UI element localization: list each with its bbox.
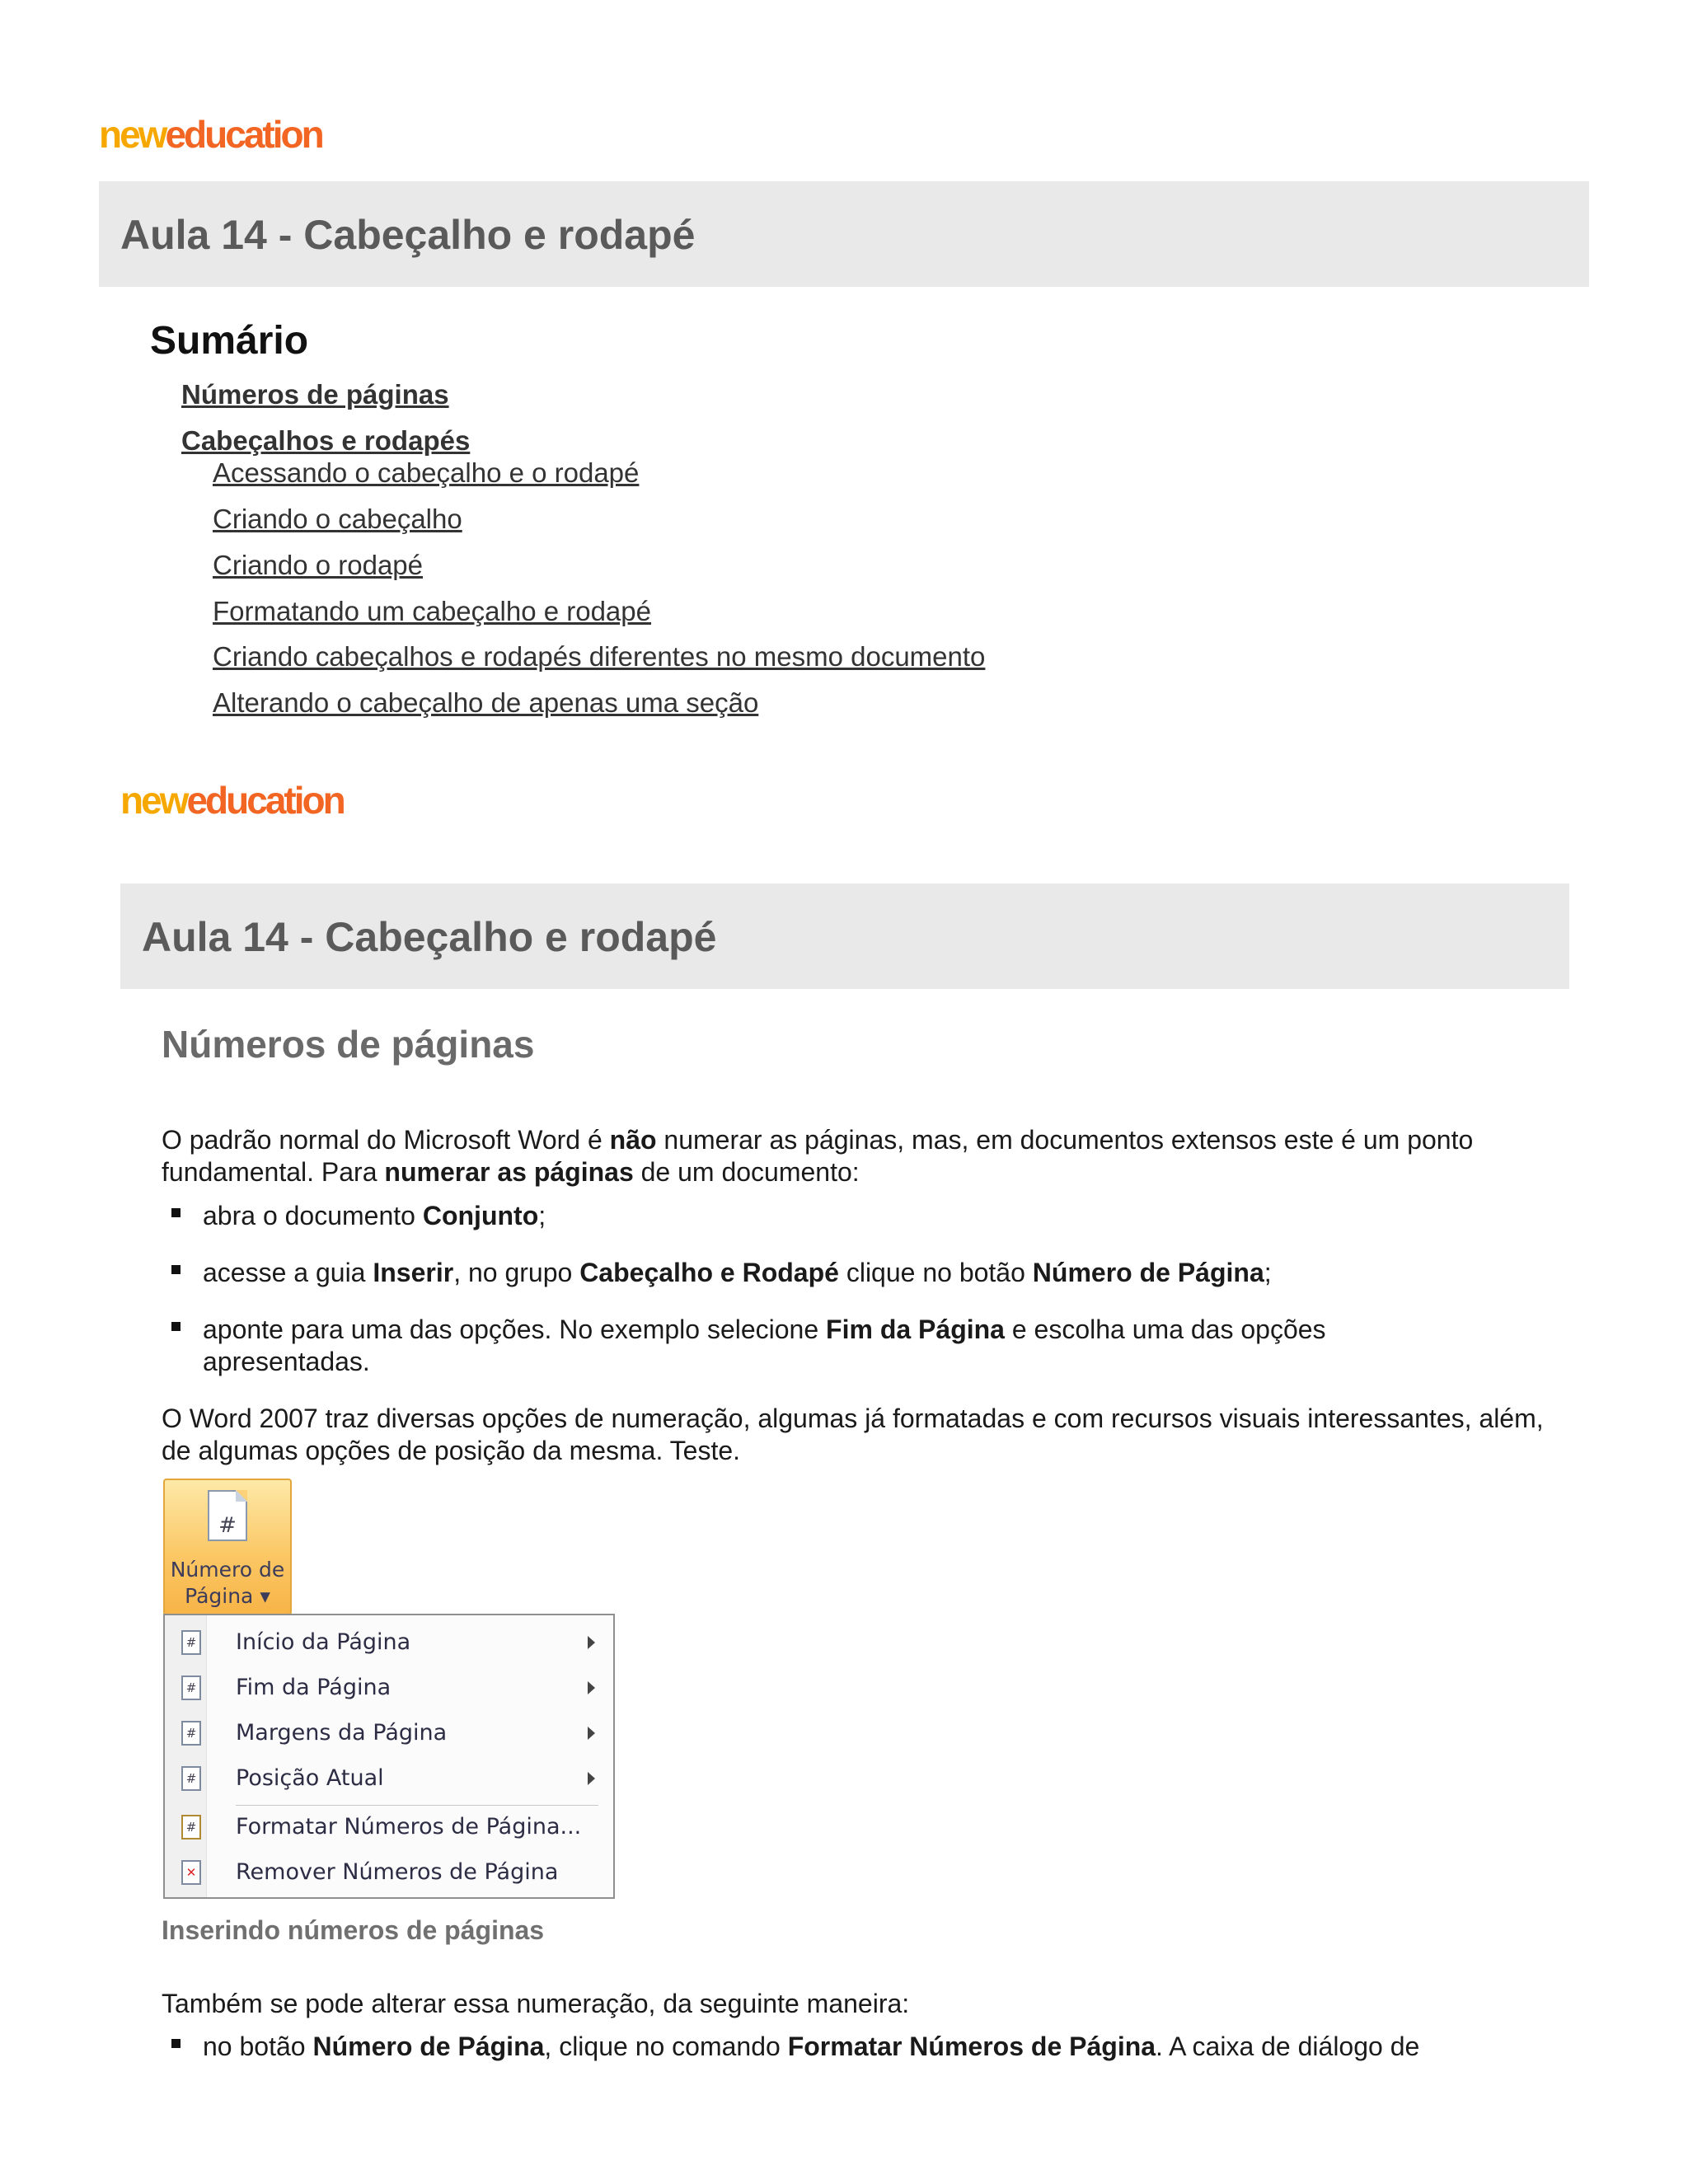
submenu-arrow-icon bbox=[588, 1727, 595, 1740]
toc-link-alterando-secao[interactable]: Alterando o cabeçalho de apenas uma seção bbox=[213, 687, 759, 718]
menu-item-remover[interactable]: ✕ Remover Números de Página bbox=[165, 1852, 613, 1895]
ribbon-button-label: Número de bbox=[170, 1558, 285, 1582]
toc-link-diferentes[interactable]: Criando cabeçalhos e rodapés diferentes no mesmo documento bbox=[213, 641, 986, 672]
logo: neweducation bbox=[99, 113, 322, 156]
bullet-item: no botão Número de Página, clique no comando Formatar Números de Página. A caixa de diálogo de bbox=[203, 2032, 1420, 2061]
submenu-arrow-icon bbox=[588, 1636, 595, 1649]
format-page-numbers-icon: # bbox=[181, 1815, 201, 1840]
figure-caption: Inserindo números de páginas bbox=[162, 1915, 545, 1945]
lesson-title: Aula 14 - Cabeçalho e rodapé bbox=[120, 212, 696, 258]
page-bottom-icon: # bbox=[181, 1675, 201, 1700]
lesson-title-band bbox=[99, 181, 1589, 287]
paragraph: Também se pode alterar essa numeração, da seguinte maneira: bbox=[162, 1989, 910, 2018]
toc-link-acessando[interactable]: Acessando o cabeçalho e o rodapé bbox=[213, 457, 640, 488]
bullet-marker bbox=[171, 1322, 181, 1331]
bullet-item: acesse a guia Inserir, no grupo Cabeçalho e Rodapé clique no botão Número de Página; bbox=[203, 1258, 1272, 1287]
toc-link-numeros-de-paginas[interactable]: Números de páginas bbox=[181, 379, 449, 410]
page-margins-icon: # bbox=[181, 1721, 201, 1746]
lesson-title-band bbox=[120, 883, 1569, 989]
section-title: Números de páginas bbox=[162, 1023, 535, 1066]
toc-link-criando-rodape[interactable]: Criando o rodapé bbox=[213, 550, 424, 580]
current-position-icon: # bbox=[181, 1766, 201, 1791]
submenu-arrow-icon bbox=[588, 1681, 595, 1694]
bullet-marker bbox=[171, 1208, 181, 1217]
menu-item-fim-da-pagina[interactable]: # Fim da Página bbox=[165, 1667, 613, 1710]
menu-item-formatar[interactable]: # Formatar Números de Página... bbox=[165, 1807, 613, 1849]
bullet-marker bbox=[171, 2039, 181, 2048]
logo: neweducation bbox=[120, 779, 344, 822]
toc-link-formatando[interactable]: Formatando um cabeçalho e rodapé bbox=[213, 596, 651, 626]
paragraph: O Word 2007 traz diversas opções de numeração, algumas já formatadas e com recursos visuais interessantes, além, de algumas opções de posição da mesma. Teste. bbox=[162, 1404, 1544, 1465]
bullet-item: aponte para uma das opções. No exemplo selecione Fim da Página e escolha uma das opções apresentadas. bbox=[203, 1315, 1326, 1376]
intro-paragraph: O padrão normal do Microsoft Word é não numerar as páginas, mas, em documentos extensos este é um ponto fundamental. Para numerar as páginas de um documento: bbox=[162, 1125, 1474, 1187]
remove-page-numbers-icon: ✕ bbox=[181, 1860, 201, 1885]
lesson-title: Aula 14 - Cabeçalho e rodapé bbox=[142, 914, 717, 960]
menu-item-margens-da-pagina[interactable]: # Margens da Página bbox=[165, 1713, 613, 1755]
page-top-icon: # bbox=[181, 1630, 201, 1655]
page-number-menu bbox=[163, 1614, 615, 1899]
page-number-ribbon-button[interactable] bbox=[163, 1479, 292, 1615]
menu-separator bbox=[236, 1805, 598, 1806]
bullet-item: abra o documento Conjunto; bbox=[203, 1201, 546, 1230]
menu-item-posicao-atual[interactable]: # Posição Atual bbox=[165, 1758, 613, 1801]
toc-heading: Sumário bbox=[150, 319, 309, 363]
toc-link-cabecalhos-e-rodapes[interactable]: Cabeçalhos e rodapés bbox=[181, 425, 471, 456]
submenu-arrow-icon bbox=[588, 1772, 595, 1785]
ribbon-button-label: Página ▾ bbox=[185, 1584, 270, 1608]
menu-item-inicio-da-pagina[interactable]: # Início da Página bbox=[165, 1622, 613, 1665]
bullet-marker bbox=[171, 1265, 181, 1274]
page-number-icon: # bbox=[208, 1490, 247, 1541]
toc-link-criando-cabecalho[interactable]: Criando o cabeçalho bbox=[213, 504, 462, 534]
